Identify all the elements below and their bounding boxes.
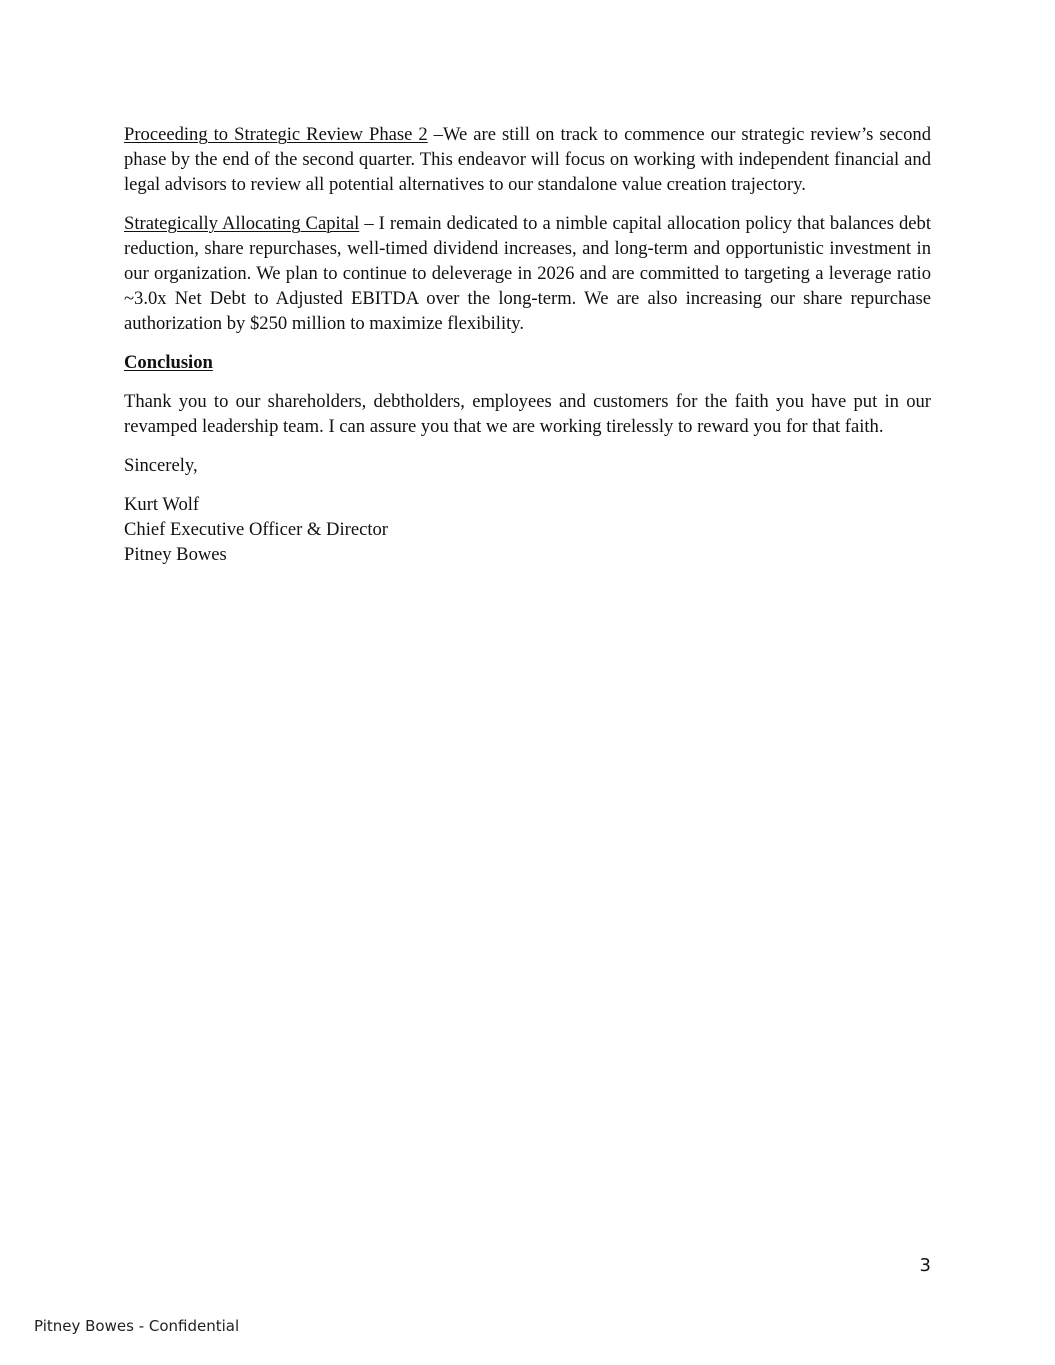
conclusion-heading: Conclusion [124,352,213,373]
paragraph-text-strategic-review: –We are still on track to commence our strategic review’s second phase by the end of the second quarter. This endeavor will focus on working with independent financial and legal advisors to review all potential alternatives to our standalone value creation trajectory. [124,124,931,195]
paragraph-strategic-review [124,122,931,197]
paragraph-lead-strategic-review: Proceeding to Strategic Review Phase 2 [124,124,428,145]
page-number: 3 [919,1255,931,1276]
conclusion-paragraph: Thank you to our shareholders, debtholders, employees and customers for the faith you have put in our revamped leadership team. I can assure you that we are working tirelessly to reward you for that faith. [124,391,931,437]
paragraph-lead-capital-allocation: Strategically Allocating Capital [124,213,360,234]
confidential-footer: Pitney Bowes - Confidential [34,1317,240,1335]
signature-company: Pitney Bowes [124,544,227,565]
paragraph-capital-allocation [124,211,931,336]
signature-title: Chief Executive Officer & Director [124,519,388,540]
signature-block [124,492,931,567]
signature-name: Kurt Wolf [124,494,200,515]
paragraph-text-capital-allocation: – I remain dedicated to a nimble capital allocation policy that balances debt reduction, share repurchases, well-timed dividend increases, and long-term and opportunistic investment in our organization. We plan to continue to deleverage in 2026 and are committed to targeting a leverage ratio ~3.0x Net Debt to Adjusted EBITDA over the long-term. We are also increasing our share repurchase authorization by $250 million to maximize flexibility. [124,213,932,334]
letter-body [124,122,931,567]
closing-salutation: Sincerely, [124,455,198,476]
